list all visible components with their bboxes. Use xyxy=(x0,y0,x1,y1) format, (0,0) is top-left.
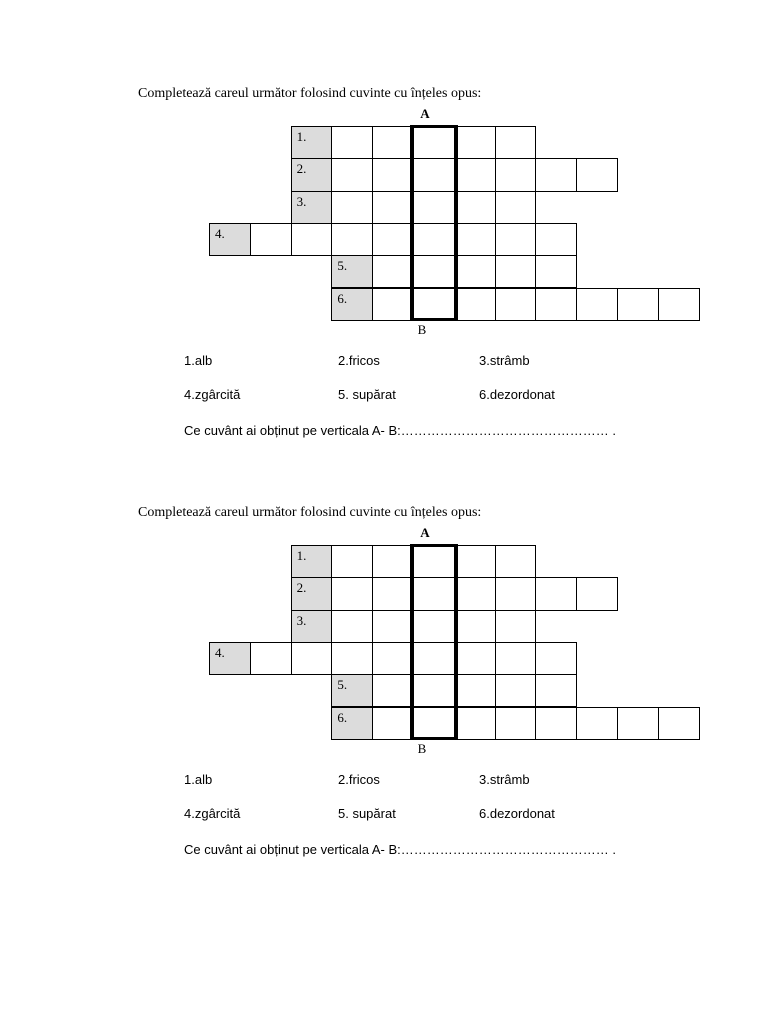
instruction-text: Completează careul următor folosind cuvinte cu înțeles opus: xyxy=(138,505,482,520)
answer-cell[interactable] xyxy=(372,707,414,740)
answer-cell[interactable] xyxy=(372,158,414,191)
number-cell xyxy=(291,577,333,610)
answer-cell[interactable] xyxy=(372,577,414,610)
answer-cell[interactable] xyxy=(658,288,700,321)
answer-cell[interactable] xyxy=(535,288,577,321)
answer-cell[interactable] xyxy=(535,577,577,610)
number-cell xyxy=(331,288,373,321)
answer-cell[interactable] xyxy=(413,255,455,288)
answer-cell[interactable] xyxy=(576,158,618,191)
vertical-label-b: B xyxy=(417,741,427,756)
row-number: 4. xyxy=(215,225,225,241)
answer-cell[interactable] xyxy=(454,255,496,288)
number-cell xyxy=(331,707,373,740)
vertical-label-b: B xyxy=(417,322,427,337)
answer-cell[interactable] xyxy=(331,191,373,224)
answer-cell[interactable] xyxy=(495,191,537,224)
answer-cell[interactable] xyxy=(495,255,537,288)
answer-cell[interactable] xyxy=(495,288,537,321)
exercise-1 xyxy=(0,0,768,438)
answer-cell[interactable] xyxy=(413,288,455,321)
clue-3: 3.strâmb xyxy=(479,772,530,787)
row-number: 3. xyxy=(296,612,307,628)
answer-cell[interactable] xyxy=(413,577,455,610)
answer-cell[interactable] xyxy=(535,158,577,191)
answer-cell[interactable] xyxy=(331,158,373,191)
answer-cell[interactable] xyxy=(331,223,373,256)
clue-4: 4.zgârcită xyxy=(184,387,241,402)
answer-cell[interactable] xyxy=(454,288,496,321)
answer-cell[interactable] xyxy=(495,642,537,675)
answer-cell[interactable] xyxy=(372,288,414,321)
answer-cell[interactable] xyxy=(331,642,373,675)
row-number: 4. xyxy=(215,644,225,660)
answer-cell[interactable] xyxy=(413,191,455,224)
number-cell xyxy=(291,610,333,643)
answer-cell[interactable] xyxy=(495,158,537,191)
answer-cell[interactable] xyxy=(495,223,537,256)
answer-cell[interactable] xyxy=(413,158,455,191)
question-text: Ce cuvânt ai obținut pe verticala A- B:………………………………………… . xyxy=(184,842,617,857)
answer-cell[interactable] xyxy=(413,610,455,643)
answer-cell[interactable] xyxy=(372,545,414,578)
answer-cell[interactable] xyxy=(495,126,537,159)
row-number: 2. xyxy=(296,161,307,177)
row-number: 5. xyxy=(337,677,348,693)
answer-cell[interactable] xyxy=(576,288,618,321)
answer-cell[interactable] xyxy=(535,642,577,675)
answer-cell[interactable] xyxy=(617,288,659,321)
clue-3: 3.strâmb xyxy=(479,353,530,368)
answer-cell[interactable] xyxy=(291,223,333,256)
answer-cell[interactable] xyxy=(331,577,373,610)
row-number: 5. xyxy=(337,258,348,274)
clue-1: 1.alb xyxy=(184,772,213,787)
number-cell xyxy=(291,158,333,191)
exercise-2 xyxy=(0,419,768,857)
answer-cell[interactable] xyxy=(372,191,414,224)
clue-5: 5. supărat xyxy=(338,806,396,821)
answer-cell[interactable] xyxy=(413,223,455,256)
number-cell xyxy=(209,642,251,675)
answer-cell[interactable] xyxy=(372,610,414,643)
answer-cell[interactable] xyxy=(495,610,537,643)
row-number: 1. xyxy=(296,129,307,144)
answer-cell[interactable] xyxy=(250,223,292,256)
answer-cell[interactable] xyxy=(413,674,455,707)
answer-cell[interactable] xyxy=(576,577,618,610)
number-cell xyxy=(331,674,373,707)
answer-cell[interactable] xyxy=(495,707,537,740)
number-cell xyxy=(291,126,333,159)
clue-6: 6.dezordonat xyxy=(479,806,555,821)
row-number: 6. xyxy=(337,290,348,306)
row-number: 3. xyxy=(296,193,307,209)
answer-cell[interactable] xyxy=(454,707,496,740)
number-cell xyxy=(209,223,251,256)
answer-cell[interactable] xyxy=(372,642,414,675)
answer-cell[interactable] xyxy=(372,126,414,159)
answer-cell[interactable] xyxy=(250,642,292,675)
row-number: 2. xyxy=(296,580,307,596)
clue-1: 1.alb xyxy=(184,353,213,368)
row-number: 1. xyxy=(296,548,307,563)
clue-6: 6.dezordonat xyxy=(479,387,555,402)
clue-2: 2.fricos xyxy=(338,772,380,787)
answer-cell[interactable] xyxy=(658,707,700,740)
row-number: 6. xyxy=(337,709,348,725)
number-cell xyxy=(331,255,373,288)
answer-cell[interactable] xyxy=(454,642,496,675)
clue-5: 5. supărat xyxy=(338,387,396,402)
clue-4: 4.zgârcită xyxy=(184,806,241,821)
answer-cell[interactable] xyxy=(372,223,414,256)
answer-cell[interactable] xyxy=(413,545,455,578)
answer-cell[interactable] xyxy=(331,545,373,578)
question-text: Ce cuvânt ai obținut pe verticala A- B:………………………………………… . xyxy=(184,423,617,438)
answer-cell[interactable] xyxy=(535,674,577,707)
number-cell xyxy=(291,191,333,224)
answer-cell[interactable] xyxy=(413,126,455,159)
answer-cell[interactable] xyxy=(495,577,537,610)
answer-cell[interactable] xyxy=(372,674,414,707)
answer-cell[interactable] xyxy=(454,223,496,256)
answer-cell[interactable] xyxy=(291,642,333,675)
answer-cell[interactable] xyxy=(454,191,496,224)
instruction-text: Completează careul următor folosind cuvinte cu înțeles opus: xyxy=(138,86,482,101)
answer-cell[interactable] xyxy=(454,126,496,159)
number-cell xyxy=(291,545,333,578)
answer-cell[interactable] xyxy=(535,707,577,740)
answer-cell[interactable] xyxy=(535,223,577,256)
answer-cell[interactable] xyxy=(535,255,577,288)
answer-cell[interactable] xyxy=(454,577,496,610)
answer-cell[interactable] xyxy=(495,674,537,707)
answer-cell[interactable] xyxy=(413,642,455,675)
clue-2: 2.fricos xyxy=(338,353,380,368)
answer-cell[interactable] xyxy=(413,707,455,740)
answer-cell[interactable] xyxy=(454,674,496,707)
vertical-label-a: A xyxy=(420,106,430,121)
vertical-label-a: A xyxy=(420,525,430,540)
answer-cell[interactable] xyxy=(495,545,537,578)
answer-cell[interactable] xyxy=(617,707,659,740)
answer-cell[interactable] xyxy=(454,545,496,578)
answer-cell[interactable] xyxy=(576,707,618,740)
answer-cell[interactable] xyxy=(372,255,414,288)
answer-cell[interactable] xyxy=(454,158,496,191)
answer-cell[interactable] xyxy=(331,610,373,643)
answer-cell[interactable] xyxy=(331,126,373,159)
answer-cell[interactable] xyxy=(454,610,496,643)
